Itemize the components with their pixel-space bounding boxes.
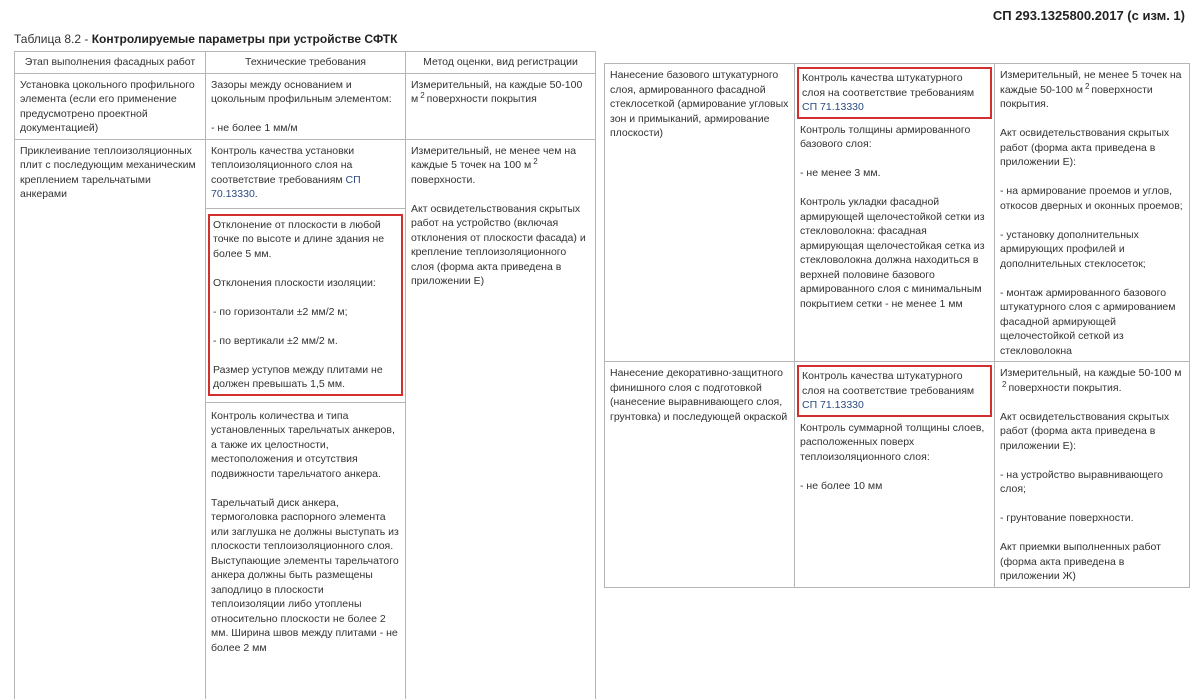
- method-cell: [406, 73, 596, 139]
- requirements-cell: [795, 362, 995, 588]
- stage-text: Приклеивание теплоизоляционных плит с последующим механическим креплением тарельчатыми анкерами: [20, 144, 196, 200]
- req-text: Контроль суммарной толщины слоев, расположенных поверх теплоизоляционного слоя:: [800, 421, 985, 463]
- method-text: - на устройство выравнивающего слоя;: [1000, 468, 1164, 495]
- req-text: Тарельчатый диск анкера, термоголовка распорного элемента или заглушка не должны выступать из плоскости теплоизоляционного слоя.: [211, 496, 399, 552]
- method-text: Измерительный, на каждые 50-100 м: [411, 78, 583, 105]
- highlight-box: [208, 214, 403, 396]
- table-caption: [14, 32, 397, 47]
- superscript: 2: [420, 91, 425, 100]
- standard-link[interactable]: СП 71.13330: [802, 101, 864, 113]
- header-method: Метод оценки, вид регистрации: [406, 52, 596, 74]
- req-text: Контроль толщины армированного базового слоя:: [800, 123, 971, 150]
- method-cell: [995, 64, 1190, 362]
- hl-text: Размер уступов между плитами не должен превышать 1,5 мм.: [213, 363, 383, 390]
- table-header-row: [15, 52, 596, 74]
- hl-text: Контроль качества штукатурного слоя на соответствие требованиям: [802, 72, 975, 99]
- method-text: Измерительный, не менее 5 точек на каждые 50-100 м $^2$ поверхности покрытия.: [1000, 69, 1182, 110]
- hl-text: - по горизонтали ±2 мм/2 м;: [213, 305, 348, 318]
- req-text: Контроль укладки фасадной армирующей щелочестойкой сетки из стекловолокна: фасадная армирующая щелочестойкая сетка из стекловолокна должна находиться в верхней половине базового армированного слоя с минимальным покрытием сетки - не менее 1 мм: [800, 196, 985, 310]
- stage-cell: [15, 73, 206, 139]
- highlight-box: [797, 365, 992, 417]
- stage-cell: [605, 362, 795, 588]
- method-text: - грунтование поверхности.: [1000, 512, 1134, 524]
- req-text: - не более 1 мм/м: [211, 122, 298, 134]
- standard-link[interactable]: СП 70.13330: [211, 173, 361, 200]
- stage-cell: [15, 139, 206, 699]
- req-text: Контроль количества и типа установленных тарельчатых анкеров, а также их целостности, местоположения и отсутствия подвижности тарельчатого анкера.: [211, 409, 395, 480]
- req-text: Контроль качества установки теплоизоляционного слоя на соответствие требованиям СП 70.13330.: [211, 144, 361, 200]
- method-text: Акт приемки выполненных работ (форма акта приведена в приложении Ж): [1000, 541, 1161, 582]
- requirements-cell: [795, 64, 995, 362]
- req-text: Зазоры между основанием и цокольным профильным элементом:: [211, 78, 392, 105]
- highlight-box: [797, 67, 992, 119]
- header-requirements: Технические требования: [206, 52, 406, 74]
- method-text: Измерительный, не менее чем на каждые 5 точек на 100 м $^2$ поверхности.: [411, 144, 577, 186]
- req-text: Выступающие элементы тарельчатого анкера должны быть размещены заподлицо в плоскости теплоизоляции либо утоплены относительно плоскости не более 2 мм. Ширина швов между плитами - не более 2 мм: [211, 554, 399, 654]
- table-row: [15, 139, 596, 699]
- right-table: [604, 63, 1190, 588]
- method-cell: [995, 362, 1190, 588]
- req-text: - не менее 3 мм.: [800, 167, 881, 179]
- hl-text: Отклонение от плоскости в любой точке по высоте и длине здания не более 5 мм.: [213, 218, 385, 260]
- hl-text: - по вертикали ±2 мм/2 м.: [213, 334, 338, 347]
- superscript: 2: [533, 157, 538, 166]
- method-text: - на армирование проемов и углов, откосов дверных и оконных проемов;: [1000, 185, 1183, 212]
- left-table: [14, 51, 596, 699]
- method-text: Измерительный, на каждые 50-100 м $^2$ поверхности покрытия.: [1000, 367, 1182, 394]
- stage-text: Нанесение декоративно-защитного финишного слоя с подготовкой (нанесение выравнивающего слоя, грунтовка) и последующей окраской: [610, 367, 788, 423]
- method-text: - установку дополнительных армирующих профилей и дополнительных стеклосеток;: [1000, 228, 1146, 270]
- caption-title: Контролируемые параметры при устройстве СФТК: [91, 32, 398, 46]
- req-text: - не более 10 мм: [800, 479, 883, 492]
- method-text: Акт освидетельствования скрытых работ на устройство (включая отклонения от плоскости фасада) и крепление теплоизоляционного слоя (форма акта приведена в приложении Е): [411, 202, 586, 287]
- superscript: 2: [1002, 379, 1007, 389]
- superscript: 2: [1084, 81, 1090, 91]
- table-row: [605, 362, 1190, 588]
- requirements-cell: [206, 139, 406, 699]
- header-stage: Этап выполнения фасадных работ: [15, 52, 206, 74]
- caption-prefix: Таблица 8.2 -: [14, 32, 92, 46]
- method-text: - монтаж армированного базового штукатурного слоя с армированием фасадной армирующей щелочестойкой сеткой из стекловолокна: [1000, 286, 1176, 357]
- document-code: СП 293.1325800.2017 (с изм. 1): [992, 8, 1185, 23]
- method-text: поверхности покрытия: [426, 93, 537, 105]
- hl-text: Отклонения плоскости изоляции:: [213, 276, 376, 289]
- method-text: Акт освидетельствования скрытых работ (форма акта приведена в приложении Е):: [1000, 410, 1170, 452]
- standard-link[interactable]: СП 71.13330: [802, 399, 864, 411]
- method-text: Акт освидетельствования скрытых работ (форма акта приведена в приложении Е):: [1000, 127, 1170, 168]
- method-cell: [406, 139, 596, 699]
- stage-cell: [605, 64, 795, 362]
- hl-text: Контроль качества штукатурного слоя на соответствие требованиям: [802, 370, 975, 397]
- stage-text: Нанесение базового штукатурного слоя, армированного фасадной стеклосеткой (армирование угловых зон и примыканий, армирование плоскости): [610, 69, 789, 139]
- table-row: [15, 73, 596, 139]
- requirements-cell: [206, 73, 406, 139]
- table-row: [605, 64, 1190, 362]
- stage-text: Установка цокольного профильного элемента (если его применение предусмотрено проектной документацией): [20, 78, 195, 134]
